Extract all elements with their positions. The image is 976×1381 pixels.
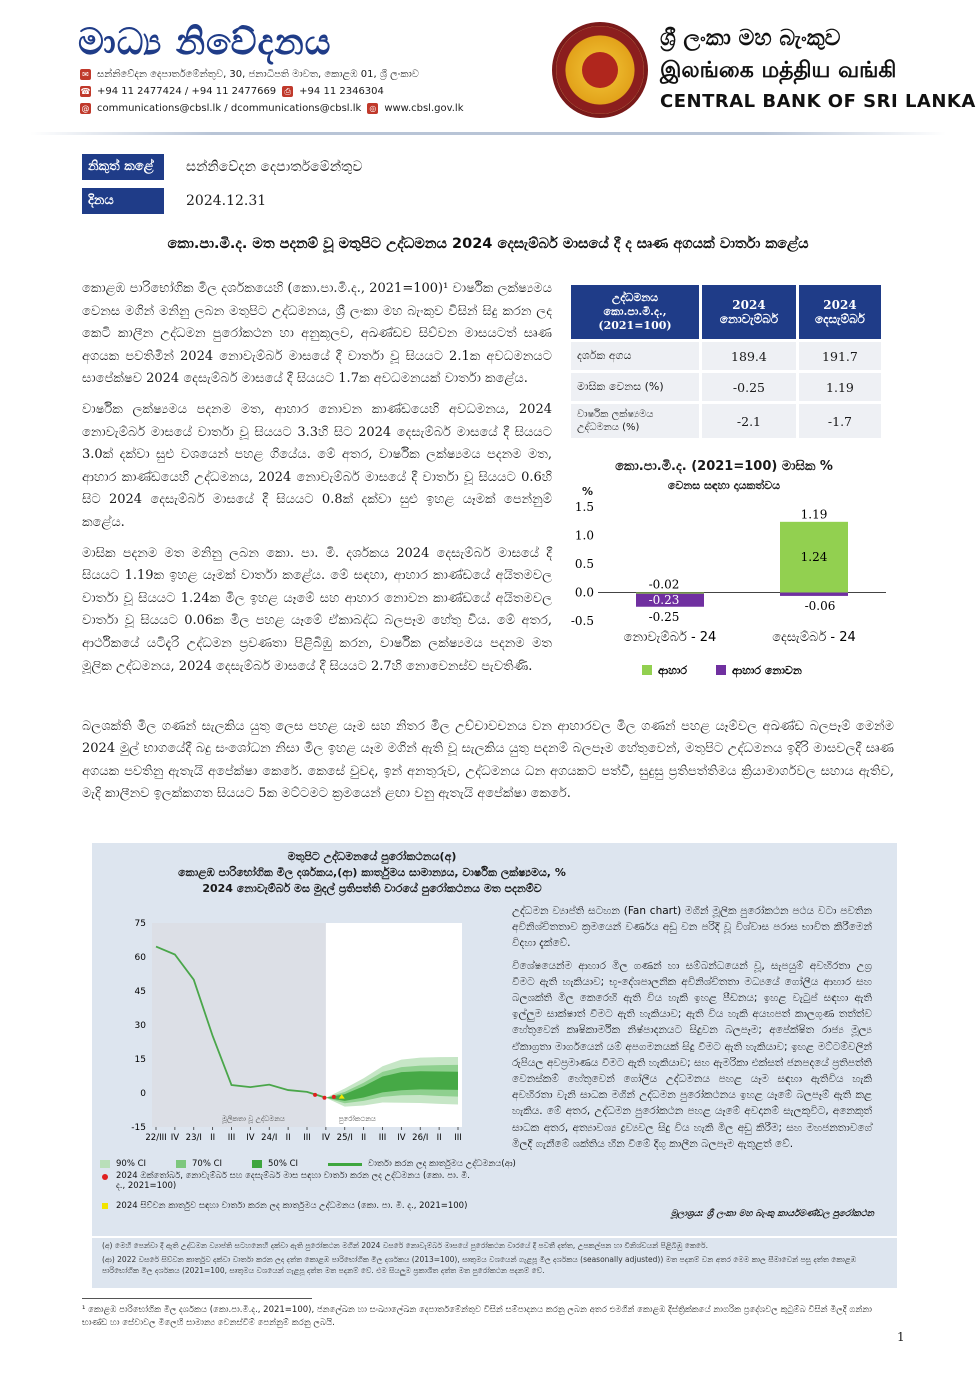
data-label: -0.06 [804, 598, 836, 613]
table-cell: -2.1 [702, 404, 796, 438]
fan-source: මූලාශ්‍රය: ශ්‍රී ලංකා මහ බැංකු කාර්යමණ්ඩල පුරෝකථන [670, 1209, 874, 1219]
header-divider [30, 132, 946, 135]
forecast-label: පුරෝකථනය [338, 1115, 376, 1123]
y-tick-label: 60 [134, 953, 146, 963]
chart-title: කො.පා.මි.ද. (2021=100) මාසික % [615, 459, 833, 474]
table-cell: 191.7 [799, 342, 881, 370]
globe-icon: ◎ [367, 103, 378, 114]
outlook-paragraph: බලශක්ති මිල ගණන් සැලකිය යුතු ලෙස පහළ යෑම සහ නිතර මිල උච්චාවචනය වන ආහාරවල මිල ගණන් පහළ යෑම්වල අඛණ්ඩ බලපෑම් මෙන්ම 2024 මුල් භාගයේදී බදු සංශෝධන නිසා මිල ඉහළ යෑම මගින් ඇති වූ සැලකිය යුතු පදනම් බලපෑම හේතුවෙන්, මතුපිට උද්ධමනය ඉදිරි මාසවලදී සෘණ අගයක පවතිනු ඇතැයි අපේක්ෂා කෙරේ. කෙසේ වුවද, ඉන් අනතුරුව, උද්ධමනය ධන අගයකට පත්වී, සුදුසු ප්‍රතිපත්තිමය ක්‍රියාමාර්ගවල සහාය ඇතිව, මැදි කාලීනව ඉලක්කගත සියයට 5ක මට්ටමට ක්‍රමයෙන් ළඟා වනු ඇතැයි අපේක්ෂා කෙරේ. [82, 719, 894, 802]
phone-text: +94 11 2477424 / +94 11 2477669 [97, 86, 277, 97]
y-tick-label: -0.5 [570, 614, 594, 628]
table-cell: -0.25 [702, 373, 796, 401]
email-text[interactable]: communications@cbsl.lk / dcommunications@cbsl.lk [97, 103, 362, 114]
cbsl-seal-logo [552, 22, 648, 118]
table-row-label: දර්ශක අගය [571, 342, 699, 370]
x-tick-label: III [378, 1133, 387, 1143]
chart-notes [92, 1238, 897, 1288]
table-cell: -1.7 [799, 404, 881, 438]
fan-text-2: විශේෂයෙන්ම ආහාර මිල ගණන් හා සම්බන්ධයෙන් වූ, සැපයුම් අවහිරතා උග්‍ර වීමට ඇති හැකියාව; භූ-දේශපාලනික අවිනිශ්චිතතා මධ්‍යයේ ගෝලීය ආහාර සහ බලශක්ති මිල කෙරෙහි ඇති විය හැකි ඉහළ පීඩනය; ඉහළ වැටුප් සඳහා ඇති ඉල්ලුම සාක්ෂාත් වීමට ඇති හැකියාව; ඇති විය හැකි අයහපත් කාලගුණ තත්ත්ව හේතුවෙන් කෘෂිකාර්මික නිෂ්පාදනයට සිදුවන බලපෑම; අපේක්ෂිත රාජ්‍ය මූල්‍ය ඒකාග්‍රතා මාර්ගයෙන් යම් අපගමනයක් සිදු වීමට ඇති හැකියාව; ඉහළ මට්ටම්වලින් රුපියල අවප්‍රමාණය වීමට ඇති හැකියාව; සහ ඇමරිකා එක්සත් ජනපදයේ ප්‍රතිපත්ති වෙනස්කම් හේතුවෙන් ගෝලීය උද්ධමනය පහළ යෑම සඳහා ඇතිවිය හැකි අවහිරතා වැනි සාධක මගින් උද්ධමන පුරෝකථනය ඉහළ යෑමේ බලපෑම් ඇති කළ හැකිය. මේ අතර, උද්ධමන පුරෝකථන පහළ යෑමේ අවදානම් සැලකූවිට, අනෙකුත් සාධක අතර, අත්‍යාවශ්‍ය ද්‍රව්‍යවල සිදු විය හැකි මිල අඩු කිරීම; සහ මහජනතාවගේ මිලදී ගැනීමේ ශක්තිය හීන වීමේ දිගු කාලීන බලපෑම ඇතුළත් වේ. [512, 959, 872, 1150]
note-a: (අ) මෙහි පෙන්වා දී ඇති උද්ධමන ව්‍යාප්ති සටහනෙහි දක්වා ඇති පුරෝකථන මගින් 2024 වසරේ නොවැම්බර් මාසයේ පුරෝකථන වාරයේ දී පවතී දත්ත, උපකල්පන හා විනිශ්චයන් පිළිබිඹු කෙරේ. [102, 1241, 708, 1250]
chart-subtitle: වෙනස සඳහා දායකත්වය [667, 479, 781, 492]
x-tick-label: II [361, 1133, 367, 1143]
bar-segment [780, 593, 848, 596]
x-tick-label: IV [246, 1133, 255, 1143]
y-tick-label: 1.0 [574, 528, 594, 543]
y-tick-label: 0.0 [574, 585, 594, 600]
note-b: (ආ) 2022 වසරේ සිව්වන කාර්තුව දක්වා වාර්තා කරන ලද දත්ත කොළඹ පාරිභෝගික මිල දර්ශකය (2013=100), සෘතුමය වශයෙන් ගැළපූ මිල දර්ශකය (seasonally adjusted)) මත පදනම් වන අතර මෙම කාල සීමාවෙන් පසු දත්ත කොළඹ පාරිභෝගික මිල දර්ශකය (2021=100, සෘතුමය වශයෙන් ගැළපූ දත්ත මත පදනම් වේ. එම සියලුම ප්‍රකාශිත දත්ත මත පුරෝකථන පදනම් වේ. [102, 1255, 857, 1275]
fan-chart-svg [112, 913, 472, 1153]
bank-name-block [660, 24, 976, 116]
chart-unit-label: % [582, 485, 594, 498]
x-category-label: දෙසැම්බර් - 24 [772, 630, 856, 645]
address-text: සන්නිවේදන දෙපාර්තමේන්තුව, 30, ජනාධිපති මාවත, කොළඹ 01, ශ්‍රී ලංකාව [97, 69, 419, 80]
table-header-cell: 2024 නොවැම්බර් [702, 285, 796, 339]
fan-text-1: උද්ධමන ව්‍යාප්ති සටහන (Fan chart) මගින් මූලික පුරෝකථන පථය වටා පවතින අවිනිශ්චිතතාව ක්‍රමයෙන් වර්ණය අඩු වන පරිදි වූ විශ්වාස පරාස භාවිත කිරීමෙන් විදහා දැක්වේ. [512, 905, 872, 950]
x-tick-label: III [454, 1133, 462, 1143]
legend-line-label: වාර්තා කරන ලද කාර්තුමය උද්ධමනය(ආ) [368, 1159, 516, 1169]
location-icon: ✉ [80, 69, 91, 80]
table-header-cell: 2024 දෙසැම්බර් [799, 285, 881, 339]
data-label: 1.24 [800, 550, 828, 565]
x-tick-label: III [227, 1133, 236, 1143]
legend-70-swatch [176, 1160, 186, 1168]
legend-yellow-label: 2024 සිව්වන කාර්තුව සඳහා වාර්තා කරන ලද කාර්තුමය උද්ධමනය (කො. පා. මි. ද., 2021=100) [116, 1201, 468, 1211]
fan-chart-box [92, 843, 897, 1236]
legend-90-swatch [100, 1160, 110, 1168]
legend-70-label: 70% CI [192, 1159, 223, 1169]
footnote: ¹ කොළඹ පාරිභෝගික මිල දර්ශකය (කො.පා.මි.ද., 2021=100), ජනලේඛන හා සංඛ්‍යාලේඛන දෙපාර්තමේන්තුව විසින් සම්පාදනය කරනු ලබන අතර එමගින් කොළඹ දිස්ත්‍රික්කයේ නාගරික ප්‍රදේශවල කුටුම්බ විසින් මිලදී ගන්නා භාණ්ඩ හා සේවාවල මිලෙහි සාමාන්‍ය වෙනස්වීම් පෙන්නුම් කරනු ලබයි. [82, 1305, 872, 1328]
fan-title-line-2: කොළඹ පාරිභෝගික මිල දර්ශකය,(ආ) කාර්තුමය සාමාන්‍යය, වාර්ෂික ලක්ෂ්‍යමය, % [178, 866, 566, 879]
legend-food-swatch [642, 665, 652, 675]
y-tick-label: 15 [134, 1055, 146, 1065]
reported-month-dot [332, 1095, 336, 1099]
fan-title-line-3: 2024 නොවැම්බර් මස මුදල් ප්‍රතිපත්ති වාරයේ පුරෝකථනය මත පදනම්ව [202, 882, 542, 895]
history-label: මූලිකතා වූ උද්ධමනය [222, 1115, 285, 1123]
date-label: දිනය [82, 188, 164, 214]
table-row [571, 373, 881, 401]
fan-title-line-1: මතුපිට උද්ධමනයේ පුරෝකථනය(අ) [287, 850, 457, 863]
y-tick-label: 75 [134, 919, 146, 929]
reported-month-dot [322, 1096, 326, 1100]
legend-red-row [100, 1171, 480, 1195]
y-tick-label: 0.5 [574, 557, 594, 571]
reported-month-dot [313, 1093, 317, 1097]
phone-icon: ☎ [80, 87, 91, 96]
history-shade [152, 923, 326, 1127]
phone-row [80, 83, 464, 100]
date-row [82, 186, 363, 216]
contact-block [80, 66, 464, 117]
address-row [80, 66, 464, 83]
y-tick-label: 1.5 [574, 500, 594, 514]
x-tick-label: II [210, 1133, 216, 1143]
fax-icon: ⎙ [282, 86, 293, 97]
bank-name-english: CENTRAL BANK OF SRI LANKA [660, 91, 976, 112]
bank-name-sinhala: ශ්‍රී ලංකා මහ බැංකුව [660, 26, 841, 51]
x-tick-label: 25/I [336, 1133, 353, 1143]
y-tick-label: 0 [140, 1089, 146, 1099]
legend-nonfood-swatch [716, 665, 726, 675]
x-tick-label: 24/I [261, 1133, 278, 1143]
table-cell: 1.19 [799, 373, 881, 401]
legend-yellow-row [100, 1199, 516, 1213]
x-tick-label: 22/III [145, 1133, 167, 1143]
data-label: -0.23 [648, 593, 680, 608]
page-number: 1 [897, 1330, 905, 1344]
footnote-divider [82, 1298, 312, 1299]
legend-nonfood-label: ආහාර නොවන [732, 664, 802, 677]
issued-by-row [82, 152, 363, 182]
y-tick-label: 30 [134, 1021, 146, 1031]
x-tick-label: II [285, 1133, 291, 1143]
paragraph-1: කොළඹ පාරිභෝගික මිල දර්ශකයෙහි (කො.පා.මි.ද., 2021=100)¹ වාර්ෂික ලක්ෂ්‍යමය වෙනස මගින් මනිනු ලබන මතුපිට උද්ධමනය, ශ්‍රී ලංකා මහ බැංකුව විසින් සිදු කරන ලද කෙටි කාලීන උද්ධමන පුරෝකථන හා අනුකූලව, අඛණ්ඩව සිව්වන මාසයටත් සෘණ අගයක පවතිමින් 2024 නොවැම්බර් මාසයේ දී වාර්තා වූ සියයට 2.1ක අවධමනයට සාපේක්ෂව 2024 දෙසැම්බර් මාසයේ දී සියයට 1.7ක අවධමනයක් වාර්තා කළේය. [82, 281, 552, 387]
x-tick-label: II [436, 1133, 442, 1143]
y-tick-label: -15 [131, 1123, 146, 1133]
table-row-label: මාසික වෙනස (%) [571, 373, 699, 401]
legend-50-label: 50% CI [268, 1159, 299, 1169]
legend-ci-row [100, 1157, 516, 1171]
legend-yellow-marker [102, 1203, 108, 1209]
fan-chart-explanation [512, 903, 872, 1158]
x-tick-label: IV [321, 1133, 331, 1143]
website-text[interactable]: www.cbsl.gov.lk [384, 103, 464, 114]
table-header-cell: උද්ධමනය කො.පා.මි.ද., (2021=100) [571, 285, 699, 339]
total-label: -0.25 [648, 609, 680, 624]
legend-red-dot [102, 1174, 108, 1180]
table-cell: 189.4 [702, 342, 796, 370]
date-value: 2024.12.31 [186, 193, 267, 209]
legend-red-label: 2024 ඔක්තෝබර්, නොවැම්බර් සහ දෙසැම්බර් මාස සඳහා වාර්තා කරන ලද උද්ධමනය (කො. පා. මි. ද., 2021=100) [116, 1171, 470, 1191]
email-row [80, 100, 464, 117]
paragraph-3: මාසික පදනම මත මනිනු ලබන කො. පා. මි. දර්ශකය 2024 දෙසැම්බර් මාසයේ දී සියයට 1.19ක ඉහළ යෑමක් වාර්තා කළේය. මේ සඳහා, ආහාර කාණ්ඩයේ අයිතමවල වාර්තා වූ සියයට 1.24ක මිල ඉහළ යෑමේ සහ ආහාර නොවන කාණ්ඩයේ අයිතමවල වාර්තා වූ සියයට 0.06ක මිල පහළ යෑමේ ඒකාබද්ධ බලපෑම හේතු විය. මේ අතර, ආර්ථිකයේ යටිදැරි උද්ධමන ප්‍රවණතා පිළිබිඹු කරන, වාර්ෂික ලක්ෂ්‍යමය පදනම මත මූලික උද්ධමනය, 2024 දෙසැම්බර් මාසයේ දී සියයට 2.7හි නොවෙනස්ව පැවතිණි. [82, 545, 552, 674]
issued-by-value: සන්නිවේදන දෙපාර්තමේන්තුව [186, 159, 363, 175]
paragraph-2: වාර්ෂික ලක්ෂ්‍යමය පදනම මත, ආහාර නොවන කාණ්ඩයෙහි අවධමනය, 2024 නොවැම්බර් මාසයේ වාර්තා වූ සියයට 3.3හි සිට 2024 දෙසැම්බර් මාසයේ දී සියයට 3.0ක් දක්වා සුළු වශයෙන් පහළ ගියේය. මේ අතර, වාර්ෂික ලක්ෂ්‍යමය පදනම මත, ආහාර කාණ්ඩයෙහි උද්ධමනය, 2024 නොවැම්බර් මාසයේ දී වාර්තා වූ සියයට 0.6හි සිට 2024 දෙසැම්බර් මාසයේ දී සියයට 0.8ක් දක්වා සුළු ඉහළ යෑමක් පෙන්නුම් කළේය. [82, 401, 552, 530]
lion-emblem-icon [582, 52, 618, 88]
fax-text: +94 11 2346304 [299, 86, 384, 97]
fan-chart-title [92, 849, 652, 897]
release-title: කො.පා.මි.ද. මත පදනම් වූ මතුපිට උද්ධමනය 2024 දෙසැම්බර් මාසයේ දී ද සෘණ අගයක් වාර්තා කළේය [167, 236, 809, 252]
x-category-label: නොවැම්බර් - 24 [623, 630, 717, 645]
table-row [571, 404, 881, 438]
press-release-header [0, 0, 976, 140]
monthly-contribution-chart [564, 455, 894, 695]
header-title: මාධ්‍ය නිවේදනය [78, 22, 332, 63]
inflation-table [568, 282, 884, 441]
table-header-row [571, 285, 881, 339]
table-row-label: වාර්ෂික ලක්ෂ්‍යමය උද්ධමනය (%) [571, 404, 699, 438]
bar-chart-svg [564, 455, 894, 695]
legend-50-swatch [252, 1160, 262, 1168]
data-label: -0.02 [648, 577, 680, 592]
total-label: 1.19 [800, 507, 828, 522]
bank-name-tamil: இலங்கை மத்திய வங்கி [660, 58, 897, 83]
x-tick-label: 23/I [185, 1133, 202, 1143]
x-tick-label: III [303, 1133, 311, 1143]
release-meta [82, 152, 363, 220]
x-tick-label: IV [397, 1133, 406, 1143]
x-tick-label: 26/I [412, 1133, 429, 1143]
table-row [571, 342, 881, 370]
legend-line-swatch [328, 1163, 362, 1166]
email-icon: @ [81, 104, 90, 113]
legend-food-label: ආහාර [658, 664, 688, 677]
legend-90-label: 90% CI [116, 1159, 147, 1169]
fan-legend [100, 1157, 516, 1213]
issued-by-label: නිකුත් කළේ [82, 154, 164, 180]
body-column [82, 278, 552, 686]
y-tick-label: 45 [134, 987, 146, 997]
x-tick-label: IV [170, 1133, 180, 1143]
